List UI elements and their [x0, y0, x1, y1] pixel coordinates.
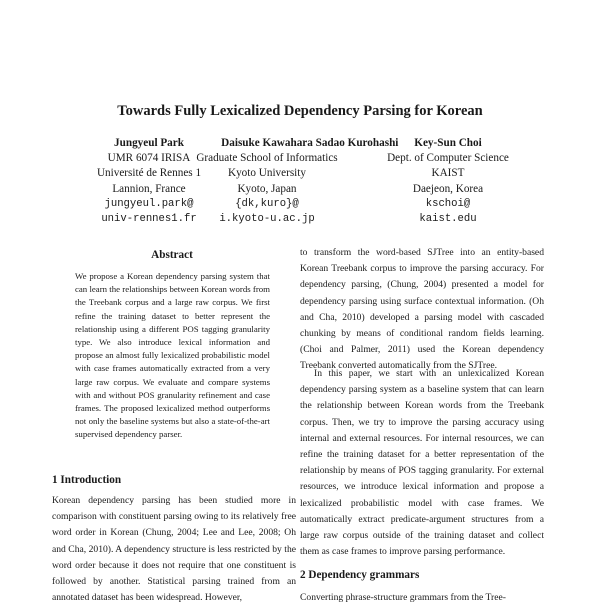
- author-email: {dk,kuro}@: [235, 197, 299, 210]
- author-email-domain: i.kyoto-u.ac.jp: [219, 213, 315, 226]
- author-email-domain: univ-rennes1.fr: [101, 213, 197, 226]
- author-institution: Université de Rennes 1: [96, 167, 202, 180]
- right-column-paragraph-2: In this paper, we start with an unlexicalized Korean dependency parsing system as a baseline system that can learn the relationship between Korean words from the Treebank corpus. Then, we try to improve the parsing accuracy using internal and external resources. For internal resources, we can refine the training dataset for a better representation of the relationship by means of POS tagging granularity. For external resources, we introduce lexical information and propose a lexicalized probabilistic model with case frames. We automatically extract predicate-argument structures from a large raw corpus outside of the training dataset and collect them as case frames to improve parsing performance.: [300, 368, 544, 558]
- author-affiliation: Graduate School of Informatics: [196, 152, 338, 165]
- author-name: Daisuke Kawahara: [221, 137, 313, 149]
- author-name: Sadao Kurohashi: [315, 137, 399, 149]
- author-institution: Kyoto University: [228, 167, 306, 180]
- author-name: Jungyeul Park: [114, 137, 184, 149]
- right-column-paragraph-1: to transform the word-based SJTree into an entity-based Korean Treebank corpus to improve the parsing accuracy. For dependency parsing, (Chung, 2004) presented a model for dependency parsing using surface contextual information. (Oh and Cha, 2010) developed a parsing model with cascaded chunking by means of conditional random fields learning. (Choi and Palmer, 2011) used the Korean dependency Treebank converted automatically from the SJTree.: [300, 247, 544, 372]
- author-location: Lannion, France: [112, 182, 186, 195]
- abstract-heading: Abstract: [151, 249, 193, 261]
- author-affiliation: Dept. of Computer Science: [387, 152, 509, 165]
- author-email: jungyeul.park@: [104, 197, 194, 210]
- section-heading-dependency-grammars: 2 Dependency grammars: [300, 569, 420, 581]
- author-name: Key-Sun Choi: [414, 137, 482, 149]
- section-heading-introduction: 1 Introduction: [52, 474, 122, 486]
- author-affiliation: UMR 6074 IRISA: [107, 152, 191, 165]
- author-email: kschoi@: [425, 197, 471, 210]
- author-email-domain: kaist.edu: [419, 213, 477, 226]
- abstract-text: We propose a Korean dependency parsing system that can learn the relationships between Korean words from the Treebank corpus and a large raw corpus. We first refine the training dataset to better represent the relationship using a different POS tagging granularity type. We also introduce lexical information and propose an almost fully lexicalized probabilistic model with case frames automatically extracted from a very large raw corpus. We evaluate and compare systems with and without POS granularity refinement and case frames. The proposed lexicalized method outperforms not only the baseline systems but also a state-of-the-art supervised dependency parser.: [75, 271, 270, 440]
- paper-title: Towards Fully Lexicalized Dependency Parsing for Korean: [117, 103, 483, 119]
- author-location: Daejeon, Korea: [412, 182, 484, 195]
- author-block-4: [373, 136, 523, 227]
- author-location: Kyoto, Japan: [237, 182, 297, 195]
- author-institution: KAIST: [431, 167, 465, 180]
- dependency-grammars-text: Converting phrase-structure grammars from the Tree-: [300, 592, 506, 603]
- introduction-text: Korean dependency parsing has been studied more in comparison with constituent parsing owing to its relatively free word order in Korean (Chung, 2004; Lee and Lee, 2008; Oh and Cha, 2010). A dependency structure is less restricted by the word order because it does not require that one constituent is followed by another. Statistical parsing trained from an annotated dataset has been widespread. However,: [52, 495, 296, 604]
